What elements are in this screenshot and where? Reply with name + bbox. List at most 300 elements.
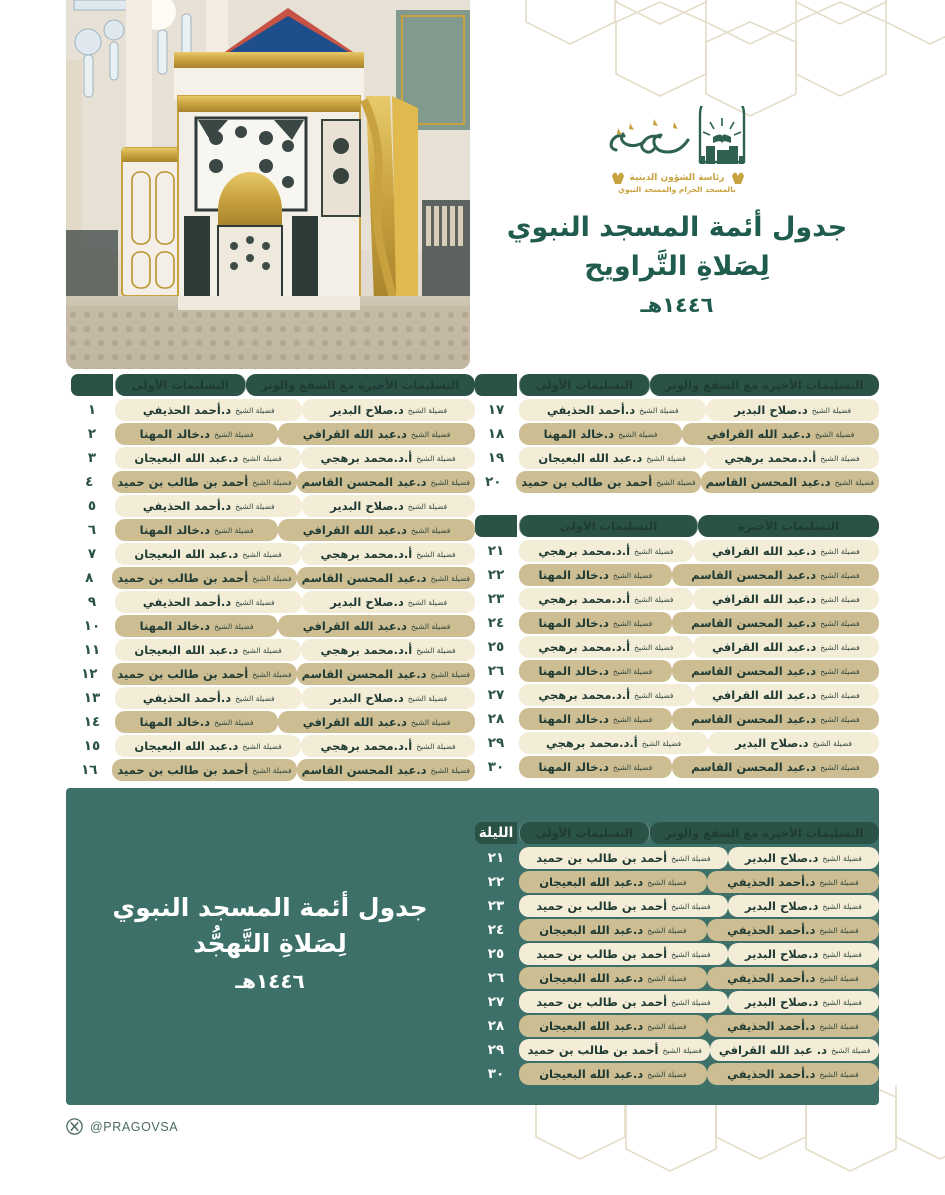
honorific: فضيلة الشيخ: [647, 925, 687, 935]
cell-night-number: ١٦: [81, 762, 98, 778]
cell-last-salutations: [682, 423, 879, 445]
imam-name: د.خالد المهنا: [538, 616, 609, 630]
table-row: [71, 687, 475, 709]
table-row: [475, 943, 879, 965]
honorific: فضيلة الشيخ: [430, 573, 470, 583]
cell-last-salutations: [302, 495, 475, 517]
cell-last-salutations: [278, 711, 475, 733]
cell-first-salutations: [115, 423, 278, 445]
imam-name: د.عبد الله البعيجان: [134, 547, 239, 561]
imam-name: د.عبد الله البعيجان: [539, 923, 644, 937]
honorific: فضيلة الشيخ: [822, 949, 862, 959]
cell-night-number: ١٩: [487, 450, 505, 466]
cell-first-salutations: [519, 1063, 707, 1085]
imam-name: د.صلاح البدير: [744, 899, 819, 913]
imam-name: د.عبد الله القرافي: [712, 544, 817, 558]
imam-name: د.عبد الله القرافي: [302, 715, 407, 729]
honorific: فضيلة الشيخ: [214, 717, 254, 727]
honorific: فضيلة الشيخ: [252, 669, 292, 679]
imam-name: د.عبد الله البعيجان: [134, 451, 239, 465]
honorific: فضيلة الشيخ: [671, 949, 711, 959]
cell-first-salutations: [516, 471, 700, 493]
cell-first-salutations: [519, 991, 728, 1013]
cell-last-salutations: [672, 564, 879, 586]
cell-first-salutations: [115, 495, 302, 517]
cell-first-salutations: [115, 615, 278, 637]
cell-night-number: ٢٧: [487, 994, 505, 1010]
table-row: [475, 871, 879, 893]
imam-name: د.عبد الله القرافي: [712, 592, 817, 606]
cell-last-salutations: [301, 447, 475, 469]
title-year: ١٤٤٦هـ: [640, 293, 714, 318]
honorific: فضيلة الشيخ: [634, 690, 674, 700]
column-header-first: التسليمات الأولى: [519, 822, 650, 844]
imam-name: د.عبد الله القرافي: [712, 688, 817, 702]
table-taraweeh-nights-1-16: [71, 374, 475, 783]
imam-name: أ.د.محمد برهجي: [320, 451, 413, 465]
table-taraweeh-nights-21-30: [475, 515, 879, 780]
table-body: [475, 540, 879, 778]
tahajjud-title-year: ١٤٤٦هـ: [235, 968, 305, 993]
honorific: فضيلة الشيخ: [235, 501, 275, 511]
cell-night-number: ٢٥: [487, 639, 505, 655]
cell-last-salutations: [707, 1015, 879, 1037]
cell-night-number: ٢٧: [487, 687, 505, 703]
table-row: [475, 1039, 879, 1061]
table-row: [475, 991, 879, 1013]
table-row: [71, 663, 475, 685]
imam-name: أحمد بن طالب بن حميد: [536, 899, 668, 913]
cell-last-salutations: [710, 1039, 879, 1061]
cell-first-salutations: [115, 519, 278, 541]
imam-name: د.خالد المهنا: [139, 619, 211, 633]
column-header-night: الليلة: [71, 374, 113, 396]
honorific: فضيلة الشيخ: [214, 621, 254, 631]
table-row: [475, 895, 879, 917]
cell-night-number: ٥: [87, 498, 97, 514]
honorific: فضيلة الشيخ: [831, 1045, 871, 1055]
haramain-logo: [475, 106, 879, 202]
tahajjud-title: [85, 890, 455, 996]
imam-name: د.خالد المهنا: [139, 427, 211, 441]
cell-last-salutations: [701, 471, 879, 493]
table-row: [475, 423, 879, 445]
table-row: [475, 847, 879, 869]
cell-night-number: ٣٠: [487, 759, 505, 775]
honorific: فضيلة الشيخ: [235, 693, 275, 703]
cell-night-number: ٤: [85, 474, 94, 490]
honorific: فضيلة الشيخ: [647, 1021, 687, 1031]
table-row: [71, 423, 475, 445]
honorific: فضيلة الشيخ: [820, 546, 860, 556]
cell-first-salutations: [519, 399, 706, 421]
honorific: فضيلة الشيخ: [671, 997, 711, 1007]
poster-header: [475, 106, 879, 321]
imam-name: أ.د.محمد برهجي: [320, 739, 413, 753]
table-row: [475, 1063, 879, 1085]
cell-night-number: ١٠: [83, 618, 101, 634]
column-header-night: الليلة: [475, 822, 517, 844]
cell-night-number: ٢٨: [487, 1018, 505, 1034]
table-row: [71, 399, 475, 421]
cell-first-salutations: [519, 943, 728, 965]
table-row: [71, 735, 475, 757]
cell-night-number: ٢٢: [487, 874, 505, 890]
honorific: فضيلة الشيخ: [820, 762, 860, 772]
imam-name: أ.د.محمد برهجي: [320, 643, 413, 657]
imam-name: د.خالد المهنا: [543, 427, 615, 441]
cell-last-salutations: [278, 615, 475, 637]
honorific: فضيلة الشيخ: [820, 642, 860, 652]
imam-name: أ.د.محمد برهجي: [724, 451, 817, 465]
cell-night-number: ٢٠: [485, 474, 502, 490]
imam-name: د.أحمد الحذيفي: [727, 1019, 816, 1033]
honorific: فضيلة الشيخ: [242, 645, 282, 655]
honorific: فضيلة الشيخ: [407, 693, 448, 703]
cell-first-salutations: [115, 399, 302, 421]
cell-last-salutations: [693, 588, 879, 610]
cell-night-number: ٨: [85, 570, 94, 586]
imam-name: د.خالد المهنا: [538, 712, 609, 726]
cell-night-number: ٢٩: [487, 1042, 505, 1058]
imam-name: أحمد بن طالب بن حميد: [536, 995, 668, 1009]
table-header-row: [475, 515, 879, 537]
tahajjud-title-line-1: جدول أئمة المسجد النبوي: [112, 893, 428, 922]
cell-last-salutations: [297, 759, 475, 781]
honorific: فضيلة الشيخ: [822, 853, 862, 863]
column-header-first: التسليمات الأولى: [519, 515, 698, 537]
honorific: فضيلة الشيخ: [407, 501, 448, 511]
cell-first-salutations: [519, 1015, 707, 1037]
cell-first-salutations: [519, 447, 705, 469]
title-line-1: جدول أئمة المسجد النبوي: [506, 212, 848, 243]
honorific: فضيلة الشيخ: [416, 549, 456, 559]
imam-name: د.عبد الله البعيجان: [134, 643, 239, 657]
honorific: فضيلة الشيخ: [820, 714, 860, 724]
imam-name: د.عبد الله القرافي: [302, 619, 407, 633]
honorific: فضيلة الشيخ: [646, 453, 686, 463]
imam-name: د.عبد الله القرافي: [302, 523, 407, 537]
honorific: فضيلة الشيخ: [242, 549, 282, 559]
cell-last-salutations: [672, 756, 879, 778]
title-line-2: لِصَلاةِ التَّراويح: [584, 251, 770, 283]
cell-last-salutations: [706, 399, 879, 421]
cell-last-salutations: [302, 687, 475, 709]
cell-last-salutations: [672, 660, 879, 682]
cell-night-number: ٩: [87, 594, 97, 610]
cell-last-salutations: [728, 991, 879, 1013]
cell-night-number: ٢٦: [487, 663, 505, 679]
cell-last-salutations: [302, 399, 475, 421]
table-row: [475, 684, 879, 706]
honorific: فضيلة الشيخ: [820, 570, 860, 580]
column-header-first: التسليمات الأولى: [115, 374, 246, 396]
geometric-pattern-top: [510, 0, 945, 120]
imam-name: أ.د.محمد برهجي: [538, 640, 631, 654]
footer: [66, 1118, 178, 1135]
honorific: فضيلة الشيخ: [416, 453, 456, 463]
honorific: فضيلة الشيخ: [641, 738, 682, 748]
honorific: فضيلة الشيخ: [214, 525, 254, 535]
imam-name: د.أحمد الحذيفي: [142, 403, 232, 417]
honorific: فضيلة الشيخ: [612, 762, 653, 772]
honorific: فضيلة الشيخ: [811, 405, 852, 415]
honorific: فضيلة الشيخ: [812, 738, 852, 748]
imam-name: د. عبد الله القرافي: [718, 1043, 828, 1057]
honorific: فضيلة الشيخ: [639, 405, 679, 415]
cell-first-salutations: [115, 543, 301, 565]
cell-night-number: ١٤: [83, 714, 101, 730]
cell-first-salutations: [115, 447, 301, 469]
table-row: [475, 471, 879, 493]
table-row: [475, 1015, 879, 1037]
cell-night-number: ٢٢: [487, 567, 505, 583]
cell-first-salutations: [115, 711, 278, 733]
svg-text:بالمسجد الحرام والمسجد النبوي: بالمسجد الحرام والمسجد النبوي: [618, 185, 736, 194]
cell-first-salutations: [519, 660, 672, 682]
cell-first-salutations: [519, 1039, 710, 1061]
column-header-night: الليلة: [475, 515, 517, 537]
imam-name: د.أحمد الحذيفي: [142, 499, 232, 513]
honorific: فضيلة الشيخ: [822, 997, 862, 1007]
cell-last-salutations: [707, 919, 879, 941]
honorific: فضيلة الشيخ: [834, 477, 874, 487]
imam-name: د.صلاح البدير: [330, 691, 404, 705]
column-header-last: التسليمات الأخيرة مع الشفع والوتر: [246, 374, 476, 396]
table-header-row: [475, 374, 879, 396]
cell-last-salutations: [707, 871, 879, 893]
cell-night-number: ٢١: [487, 850, 505, 866]
imam-name: أحمد بن طالب بن حميد: [536, 947, 668, 961]
cell-first-salutations: [519, 423, 682, 445]
x-logo-icon[interactable]: [66, 1118, 83, 1135]
cell-last-salutations: [693, 684, 879, 706]
imam-name: د.عبد المحسن القاسم: [691, 568, 817, 582]
cell-night-number: ٢٩: [487, 735, 505, 751]
honorific: فضيلة الشيخ: [819, 1021, 859, 1031]
honorific: فضيلة الشيخ: [242, 453, 282, 463]
honorific: فضيلة الشيخ: [242, 741, 282, 751]
cell-first-salutations: [519, 540, 693, 562]
honorific: فضيلة الشيخ: [214, 429, 254, 439]
honorific: فضيلة الشيخ: [647, 877, 687, 887]
cell-first-salutations: [519, 756, 672, 778]
table-row: [475, 540, 879, 562]
imam-name: أ.د.محمد برهجي: [545, 736, 638, 750]
imam-name: أحمد بن طالب بن حميد: [117, 763, 249, 777]
cell-first-salutations: [519, 636, 693, 658]
cell-first-salutations: [115, 591, 302, 613]
cell-first-salutations: [519, 564, 672, 586]
honorific: فضيلة الشيخ: [634, 546, 674, 556]
table-row: [71, 543, 475, 565]
table-row: [71, 519, 475, 541]
cell-night-number: ١٣: [83, 690, 101, 706]
imam-name: أحمد بن طالب بن حميد: [536, 851, 668, 865]
honorific: فضيلة الشيخ: [822, 901, 862, 911]
mosque-interior-photo: [66, 0, 470, 369]
cell-first-salutations: [112, 759, 296, 781]
imam-name: د.صلاح البدير: [744, 947, 819, 961]
honorific: فضيلة الشيخ: [407, 405, 448, 415]
imam-name: د.عبد الله البعيجان: [134, 739, 239, 753]
table-row: [475, 919, 879, 941]
cell-first-salutations: [519, 847, 728, 869]
honorific: فضيلة الشيخ: [662, 1045, 702, 1055]
table-tahajjud-nights-21-30: [475, 822, 879, 1087]
table-row: [71, 639, 475, 661]
imam-name: أحمد بن طالب بن حميد: [521, 475, 653, 489]
cell-last-salutations: [301, 735, 475, 757]
cell-last-salutations: [672, 612, 879, 634]
imam-name: د.عبد الله القرافي: [712, 640, 817, 654]
cell-first-salutations: [519, 588, 693, 610]
honorific: فضيلة الشيخ: [416, 645, 456, 655]
footer-handle[interactable]: @PRAGOVSA: [90, 1119, 179, 1134]
tahajjud-title-line-2: لِصَلاةِ التَّهجُّد: [193, 929, 347, 959]
cell-first-salutations: [115, 687, 302, 709]
table-row: [71, 495, 475, 517]
table-row: [475, 588, 879, 610]
table-row: [475, 564, 879, 586]
cell-night-number: ١١: [83, 642, 101, 658]
cell-night-number: ٢: [87, 426, 97, 442]
cell-first-salutations: [519, 732, 708, 754]
cell-night-number: ١٢: [81, 666, 98, 682]
cell-last-salutations: [728, 847, 879, 869]
honorific: فضيلة الشيخ: [612, 618, 653, 628]
cell-first-salutations: [519, 895, 728, 917]
imam-name: د.خالد المهنا: [538, 760, 609, 774]
cell-last-salutations: [278, 423, 475, 445]
honorific: فضيلة الشيخ: [410, 525, 451, 535]
imam-name: د.خالد المهنا: [139, 523, 211, 537]
honorific: فضيلة الشيخ: [819, 973, 859, 983]
table-row: [475, 399, 879, 421]
cell-night-number: ٧: [87, 546, 97, 562]
table-row: [475, 708, 879, 730]
imam-name: أ.د.محمد برهجي: [538, 592, 631, 606]
honorific: فضيلة الشيخ: [430, 477, 470, 487]
cell-last-salutations: [705, 447, 879, 469]
imam-name: د.أحمد الحذيفي: [727, 875, 816, 889]
table-row: [475, 612, 879, 634]
imam-name: د.عبد المحسن القاسم: [301, 571, 427, 585]
imam-name: د.عبد الله البعيجان: [539, 1067, 644, 1081]
imam-name: أ.د.محمد برهجي: [538, 544, 631, 558]
imam-name: د.صلاح البدير: [735, 736, 809, 750]
honorific: فضيلة الشيخ: [819, 877, 859, 887]
table-row: [71, 711, 475, 733]
honorific: فضيلة الشيخ: [612, 570, 653, 580]
cell-first-salutations: [519, 612, 672, 634]
cell-last-salutations: [728, 943, 879, 965]
honorific: فضيلة الشيخ: [235, 597, 275, 607]
cell-last-salutations: [301, 639, 475, 661]
cell-night-number: ٢٨: [487, 711, 505, 727]
honorific: فضيلة الشيخ: [820, 453, 860, 463]
honorific: فضيلة الشيخ: [634, 594, 674, 604]
cell-first-salutations: [519, 871, 707, 893]
imam-name: د.أحمد الحذيفي: [727, 1067, 816, 1081]
page-title: [475, 208, 879, 321]
cell-last-salutations: [278, 519, 475, 541]
imam-name: د.عبد المحسن القاسم: [301, 475, 427, 489]
table-header-row: [475, 822, 879, 844]
imam-name: د.صلاح البدير: [330, 499, 404, 513]
imam-name: أحمد بن طالب بن حميد: [527, 1043, 659, 1057]
cell-first-salutations: [112, 471, 296, 493]
honorific: فضيلة الشيخ: [252, 765, 292, 775]
imam-name: د.أحمد الحذيفي: [142, 691, 232, 705]
cell-night-number: ١٧: [487, 402, 505, 418]
cell-night-number: ٢٤: [487, 922, 505, 938]
cell-last-salutations: [301, 543, 475, 565]
cell-night-number: ٢٣: [487, 591, 505, 607]
imam-name: د.عبد الله البعيجان: [539, 971, 644, 985]
honorific: فضيلة الشيخ: [410, 621, 451, 631]
honorific: فضيلة الشيخ: [656, 477, 696, 487]
imam-name: د.عبد الله البعيجان: [538, 451, 643, 465]
imam-name: أحمد بن طالب بن حميد: [117, 667, 249, 681]
table-body: [475, 399, 879, 493]
imam-name: د.عبد المحسن القاسم: [301, 763, 427, 777]
cell-last-salutations: [693, 636, 879, 658]
table-row: [475, 660, 879, 682]
table-row: [71, 759, 475, 781]
honorific: فضيلة الشيخ: [820, 618, 860, 628]
honorific: فضيلة الشيخ: [612, 666, 653, 676]
cell-first-salutations: [519, 967, 707, 989]
imam-name: د.عبد الله البعيجان: [539, 875, 644, 889]
honorific: فضيلة الشيخ: [647, 973, 687, 983]
honorific: فضيلة الشيخ: [410, 717, 451, 727]
column-header-first: التسليمات الأولى: [519, 374, 650, 396]
honorific: فضيلة الشيخ: [430, 669, 470, 679]
imam-name: د.عبد المحسن القاسم: [301, 667, 427, 681]
cell-last-salutations: [672, 708, 879, 730]
cell-night-number: ٣: [87, 450, 97, 466]
imam-name: د.صلاح البدير: [744, 995, 819, 1009]
table-row: [71, 471, 475, 493]
cell-last-salutations: [302, 591, 475, 613]
column-header-last: التسليمات الأخيرة: [698, 515, 879, 537]
cell-first-salutations: [519, 919, 707, 941]
honorific: فضيلة الشيخ: [252, 573, 292, 583]
honorific: فضيلة الشيخ: [647, 1069, 687, 1079]
imam-name: د.أحمد الحذيفي: [727, 971, 816, 985]
column-header-night: الليلة: [475, 374, 517, 396]
imam-name: أ.د.محمد برهجي: [538, 688, 631, 702]
cell-night-number: ٦: [87, 522, 97, 538]
imam-name: د.عبد الله البعيجان: [539, 1019, 644, 1033]
imam-name: د.صلاح البدير: [734, 403, 808, 417]
honorific: فضيلة الشيخ: [410, 429, 451, 439]
imam-name: أ.د.محمد برهجي: [320, 547, 413, 561]
honorific: فضيلة الشيخ: [612, 714, 653, 724]
imam-name: د.خالد المهنا: [139, 715, 211, 729]
imam-name: د.صلاح البدير: [330, 403, 404, 417]
cell-night-number: ١: [87, 402, 97, 418]
imam-name: د.عبد المحسن القاسم: [691, 712, 817, 726]
table-row: [475, 732, 879, 754]
imam-name: أحمد بن طالب بن حميد: [117, 571, 249, 585]
table-row: [71, 447, 475, 469]
honorific: فضيلة الشيخ: [819, 1069, 859, 1079]
cell-night-number: ٢١: [487, 543, 505, 559]
table-row: [475, 756, 879, 778]
column-header-last: التسليمات الأخيرة مع الشفع والوتر: [650, 822, 880, 844]
